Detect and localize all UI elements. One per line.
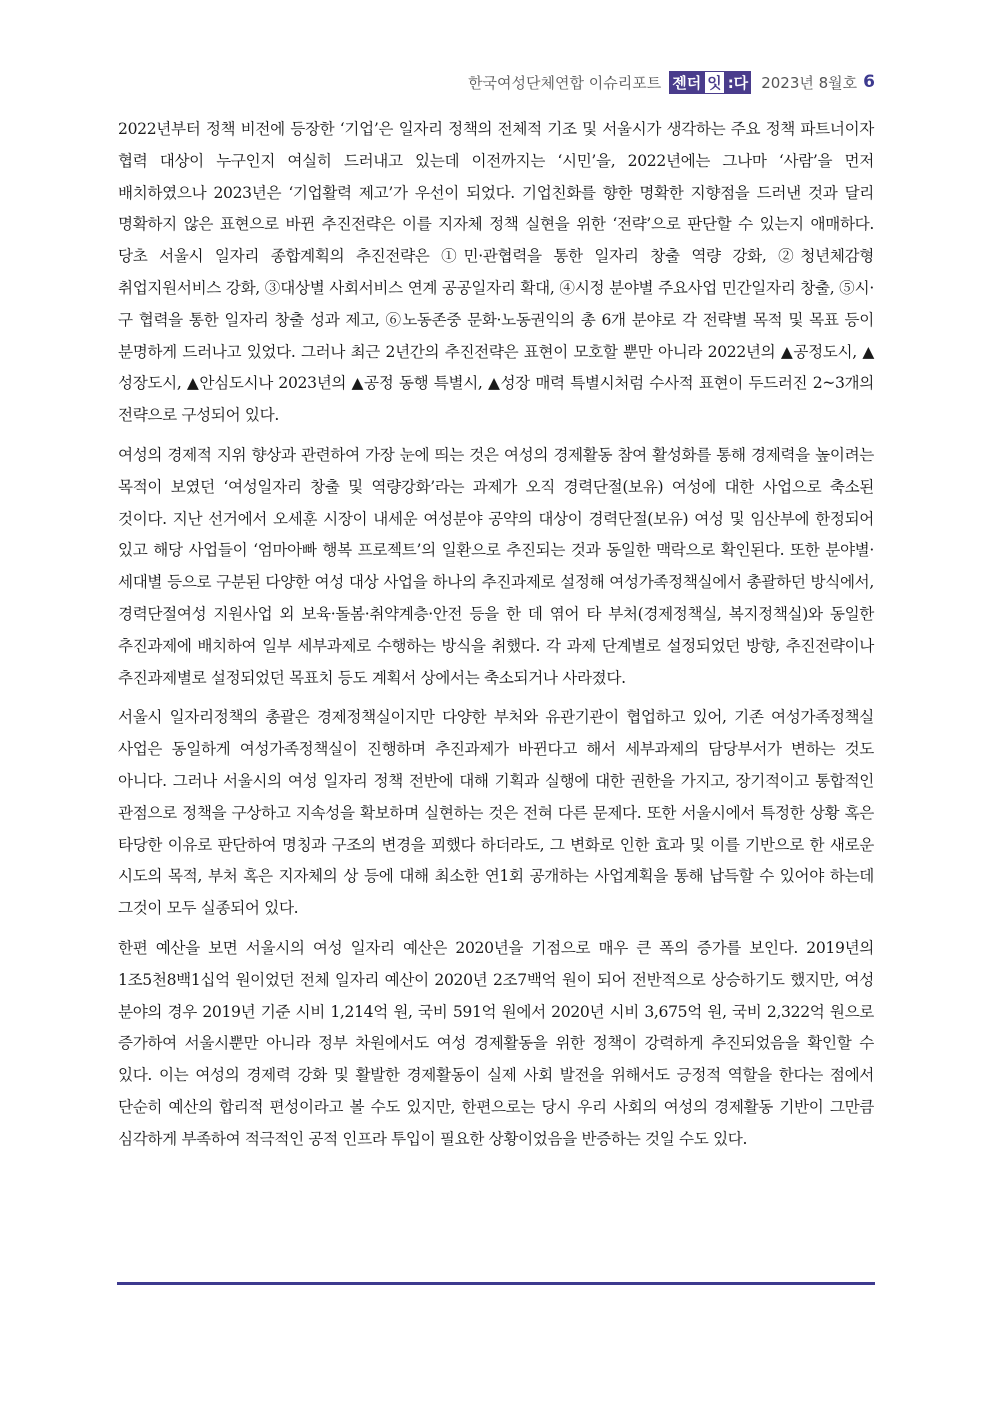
body-paragraph-4: 한편 예산을 보면 서울시의 여성 일자리 예산은 2020년을 기점으로 매우 큰 폭의 증가를 보인다. 2019년의 1조5천8백1십억 원이었던 전체 일자리 예산이 2020년 2조7백억 원이 되어 전반적으로 상승하기도 했지만, 여성 분야의 경우 2019년 기준 시비 1,214억 원, 국비 591억 원에서 2020년 시비 3,675억 원, 국비 2,322억 원으로 증가하여 서울시뿐만 아니라 정부 차원에서도 여성 경제활동을 위한 정책이 강력하게 추진되었음을 확인할 수 있다. 이는 여성의 경제력 강화 및 활발한 경제활동이 실제 사회 발전을 위해서도 긍정적 역할을 한다는 점에서 단순히 예산의 합리적 편성이라고 볼 수도 있지만, 한편으로는 당시 우리 사회의 여성의 경제활동 기반이 그만큼 심각하게 부족하여 적극적인 공적 인프라 투입이 필요한 상황이었음을 반증하는 것일 수도 있다. <box>118 938 874 1148</box>
publisher-name: 한국여성단체연합 이슈리포트 <box>468 73 662 92</box>
page-number: 6 <box>863 72 875 92</box>
brand-logo-part-1: 젠더 <box>669 71 704 94</box>
report-body <box>118 114 874 1164</box>
body-paragraph-2: 여성의 경제적 지위 향상과 관련하여 가장 눈에 띄는 것은 여성의 경제활동 참여 활성화를 통해 경제력을 높이려는 목적이 보였던 ‘여성일자리 창출 및 역량강화’라는 과제가 오직 경력단절(보유) 여성에 대한 사업으로 축소된 것이다. 지난 선거에서 오세훈 시장이 내세운 여성분야 공약의 대상이 경력단절(보유) 여성 및 임산부에 한정되어 있고 해당 사업들이 ‘엄마아빠 행복 프로젝트’의 일환으로 추진되는 것과 동일한 맥락으로 확인된다. 또한 분야별·세대별 등으로 구분된 다양한 여성 대상 사업을 하나의 추진과제로 설정해 여성가족정책실에서 총괄하던 방식에서, 경력단절여성 지원사업 외 보육·돌봄·취약계층·안전 등을 한 데 엮어 타 부처(경제정책실, 복지정책실)와 동일한 추진과제에 배치하여 일부 세부과제로 수행하는 방식을 취했다. 각 과제 단계별로 설정되었던 방향, 추진전략이나 추진과제별로 설정되었던 목표치 등도 계획서 상에서는 축소되거나 사라졌다. <box>118 445 874 687</box>
brand-logo-part-2: 잇 <box>704 71 725 94</box>
footer-divider <box>117 1282 875 1285</box>
brand-logo-part-3: :다 <box>725 71 752 94</box>
brand-logo <box>669 71 751 94</box>
body-paragraph-1: 2022년부터 정책 비전에 등장한 ‘기업’은 일자리 정책의 전체적 기조 및 서울시가 생각하는 주요 정책 파트너이자 협력 대상이 누구인지 여실히 드러내고 있는데 이전까지는 ‘시민’을, 2022년에는 그나마 ‘사람’을 먼저 배치하였으나 2023년은 ‘기업활력 제고’가 우선이 되었다. 기업친화를 향한 명확한 지향점을 드러낸 것과 달리 명확하지 않은 표현으로 바뀐 추진전략은 이를 지자체 정책 실현을 위한 ‘전략’으로 판단할 수 있는지 애매하다. 당초 서울시 일자리 종합계획의 추진전략은 ①민·관협력을 통한 일자리 창출 역량 강화, ②청년체감형 취업지원서비스 강화, ③대상별 사회서비스 연계 공공일자리 확대, ④시정 분야별 주요사업 민간일자리 창출, ⑤시·구 협력을 통한 일자리 창출 성과 제고, ⑥노동존중 문화·노동권익의 총 6개 분야로 각 전략별 목적 및 목표 등이 분명하게 드러나고 있었다. 그러나 최근 2년간의 추진전략은 표현이 모호할 뿐만 아니라 2022년의 ▲공정도시, ▲성장도시, ▲안심도시나 2023년의 ▲공정 동행 특별시, ▲성장 매력 특별시처럼 수사적 표현이 두드러진 2~3개의 전략으로 구성되어 있다. <box>118 120 874 425</box>
issue-date: 2023년 8월호 <box>761 73 858 92</box>
body-paragraph-3: 서울시 일자리정책의 총괄은 경제정책실이지만 다양한 부처와 유관기관이 협업하고 있어, 기존 여성가족정책실 사업은 동일하게 여성가족정책실이 진행하며 추진과제가 바뀐다고 해서 세부과제의 담당부서가 변하는 것도 아니다. 그러나 서울시의 여성 일자리 정책 전반에 대해 기획과 실행에 대한 권한을 가지고, 장기적이고 통합적인 관점으로 정책을 구상하고 지속성을 확보하며 실현하는 것은 전혀 다른 문제다. 또한 서울시에서 특정한 상황 혹은 타당한 이유로 판단하여 명칭과 구조의 변경을 꾀했다 하더라도, 그 변화로 인한 효과 및 이를 기반으로 한 새로운 시도의 목적, 부처 혹은 지자체의 상 등에 대해 최소한 연1회 공개하는 사업계획을 통해 납득할 수 있어야 하는데 그것이 모두 실종되어 있다. <box>118 708 874 918</box>
page-header <box>468 68 875 96</box>
